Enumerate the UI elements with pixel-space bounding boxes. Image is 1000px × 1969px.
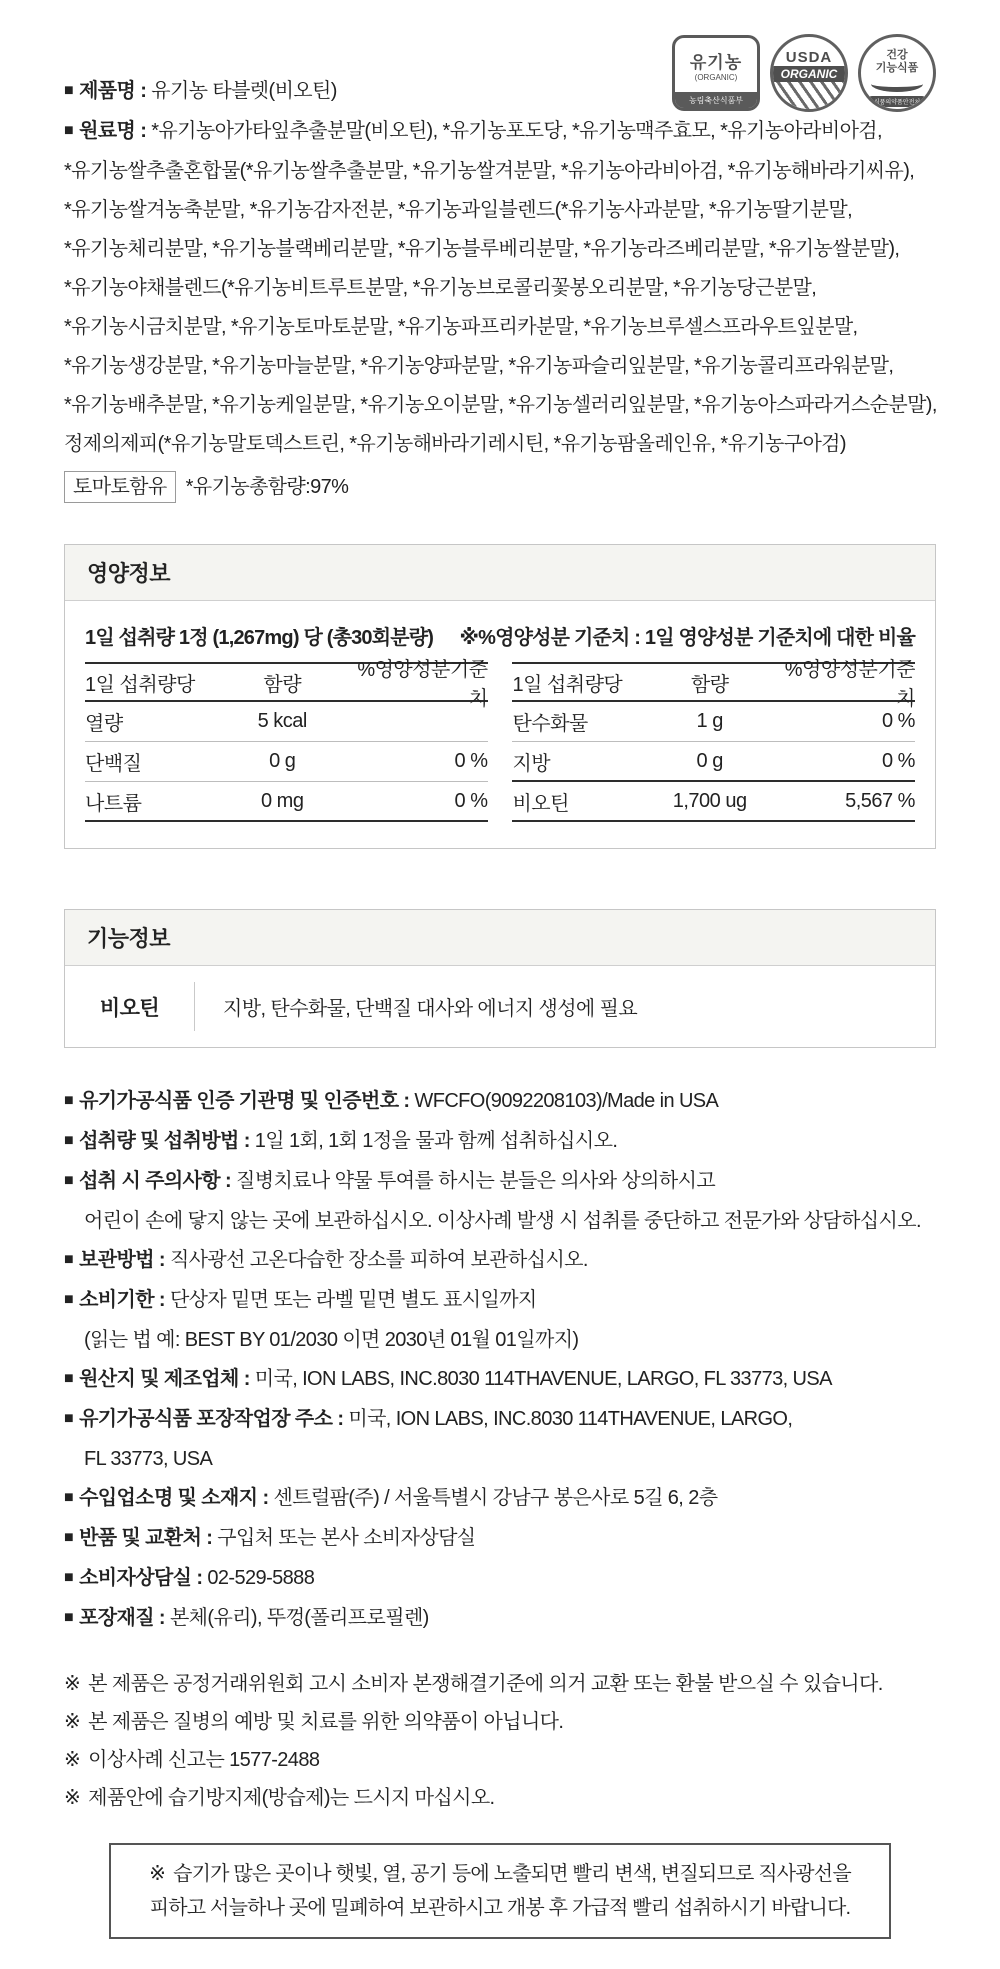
- info-item-consumer-center: [64, 1559, 936, 1599]
- info-item-precautions-continued: 어린이 손에 닿지 않는 곳에 보관하십시오. 이상사례 발생 시 섭취를 중단하고 전문가와 상담하십시오.: [84, 1210, 921, 1232]
- nutrient-percent: 0 %: [882, 749, 915, 772]
- usda-badge-band: ORGANIC: [773, 66, 845, 82]
- info-item-precautions: [64, 1162, 936, 1202]
- info-item-expiry: [64, 1281, 936, 1321]
- square-bullet-icon: ■: [64, 1092, 74, 1109]
- note-not-medicine: [64, 1703, 936, 1741]
- info-value: 02-529-5888: [207, 1567, 315, 1589]
- info-value: 구입처 또는 본사 소비자상담실: [217, 1527, 476, 1549]
- note-text: 본 제품은 질병의 예방 및 치료를 위한 의약품이 아닙니다.: [88, 1711, 564, 1733]
- info-item-packing-site: [64, 1400, 936, 1440]
- info-label: 유기가공식품 포장작업장 주소: [79, 1408, 333, 1430]
- ingredients-line: *유기농시금치분말, *유기농토마토분말, *유기농파프리카분말, *유기농브루셀스프라우트잎분말,: [64, 316, 858, 338]
- function-info-body: [65, 966, 935, 1047]
- square-bullet-icon: ■: [64, 1529, 74, 1546]
- info-value: 센트럴팜(주) / 서울특별시 강남구 봉은사로 5길 6, 2층: [273, 1487, 718, 1509]
- nutrient-name: 탄수화물: [512, 713, 588, 735]
- info-item-returns: [64, 1519, 936, 1559]
- ingredients-line: [64, 112, 936, 152]
- info-label: 포장재질: [79, 1607, 154, 1629]
- square-bullet-icon: ■: [64, 1172, 74, 1189]
- ingredients-line: *유기농쌀겨농축분말, *유기농감자전분, *유기농과일블렌드(*유기농사과분말, *유기농딸기분말,: [64, 199, 853, 221]
- label-colon: :: [191, 1567, 208, 1589]
- label-colon: :: [153, 1289, 170, 1311]
- info-item-importer: [64, 1479, 936, 1519]
- info-label: 소비자상담실: [79, 1567, 192, 1589]
- note-text: 이상사례 신고는 1577-2488: [88, 1749, 320, 1771]
- label-colon: :: [135, 120, 152, 142]
- nutrient-name: 지방: [512, 752, 551, 775]
- square-bullet-icon: ■: [64, 1410, 74, 1427]
- label-colon: :: [201, 1527, 218, 1549]
- info-value: 본체(유리), 뚜껑(폴리프로필렌): [169, 1607, 429, 1629]
- col-daily-value: %영양성분기준치: [357, 659, 488, 710]
- function-info-title: 기능정보: [65, 910, 935, 966]
- nutrition-table-left: [85, 659, 488, 822]
- ingredients-line: *유기농야채블렌드(*유기농비트루트분말, *유기농브로콜리꽃봉오리분말, *유기농당근분말,: [64, 277, 817, 299]
- ingredients-line: *유기농생강분말, *유기농마늘분말, *유기농양파분말, *유기농파슬리잎분말, *유기농콜리프라워분말,: [64, 355, 894, 377]
- ingredients-line: *유기농쌀추출혼합물(*유기농쌀추출분말, *유기농쌀겨분말, *유기농아라비아검, *유기농해바라기씨유),: [64, 160, 915, 182]
- product-info-list: [64, 1082, 936, 1639]
- organic-kr-badge-body: [675, 38, 757, 92]
- info-label: 소비기한: [79, 1289, 154, 1311]
- square-bullet-icon: ■: [64, 1489, 74, 1506]
- note-refund-policy: [64, 1665, 936, 1703]
- note-text: 본 제품은 공정거래위원회 고시 소비자 본쟁해결기준에 의거 교환 또는 환불 받으실 수 있습니다.: [88, 1673, 883, 1695]
- reference-mark-icon: ※: [64, 1749, 81, 1771]
- square-bullet-icon: ■: [64, 1291, 74, 1308]
- nutrient-percent: 0 %: [454, 750, 488, 772]
- nutrition-tables: [85, 659, 915, 822]
- nutrient-name: 열량: [85, 713, 123, 735]
- info-label: 유기가공식품 인증 기관명 및 인증번호: [79, 1090, 399, 1112]
- info-label: 원산지 및 제조업체: [79, 1368, 239, 1390]
- product-name-label: 제품명: [79, 80, 136, 102]
- info-label: 섭취량 및 섭취방법: [79, 1130, 239, 1152]
- warning-text: 습기가 많은 곳이나 햇빛, 열, 공기 등에 노출되면 빨리 변색, 변질되므로 직사광선을: [173, 1863, 851, 1885]
- info-value: 단상자 밑면 또는 라벨 밑면 별도 표시일까지: [169, 1289, 537, 1311]
- nutrition-row-biotin: [512, 782, 915, 822]
- square-bullet-icon: ■: [64, 82, 74, 99]
- nutrient-amount: 0 mg: [261, 789, 304, 812]
- nutrition-header-row: [512, 659, 915, 710]
- label-colon: :: [257, 1487, 274, 1509]
- serving-size-text: 1일 섭취량 1정 (1,267mg) 당 (총30회분량): [85, 627, 434, 649]
- col-amount: 함량: [263, 673, 302, 696]
- nutrient-percent: 0 %: [454, 789, 488, 812]
- square-bullet-icon: ■: [64, 122, 74, 139]
- nutrient-amount: 0 g: [696, 749, 723, 772]
- nutrient-amount: 1,700 ug: [672, 789, 747, 812]
- nutrition-info-body: [65, 601, 935, 848]
- storage-warning-box: [109, 1843, 891, 1939]
- label-colon: :: [238, 1368, 255, 1390]
- nutrient-name: 비오틴: [512, 792, 569, 815]
- nutrient-amount: 1 g: [696, 710, 723, 732]
- note-desiccant: [64, 1779, 936, 1817]
- usda-organic-badge-icon: [770, 34, 848, 112]
- ingredients-line: 정제의제피(*유기농말토덱스트린, *유기농해바라기레시틴, *유기농팜올레인유, *유기농구아검): [64, 433, 846, 455]
- square-bullet-icon: ■: [64, 1132, 74, 1149]
- nutrient-name: 나트륨: [85, 792, 142, 815]
- nutrition-info-box: [64, 544, 936, 849]
- nutrient-percent: 0 %: [882, 710, 915, 732]
- square-bullet-icon: ■: [64, 1609, 74, 1626]
- function-description: 지방, 탄수화물, 단백질 대사와 에너지 생성에 필요: [223, 998, 638, 1020]
- organic-kr-badge-icon: [672, 35, 760, 111]
- col-daily-value: %영양성분기준치: [784, 659, 915, 710]
- health-badge-title: [876, 37, 919, 75]
- nutrition-info-title: 영양정보: [65, 545, 935, 601]
- info-label: 반품 및 교환처: [79, 1527, 202, 1549]
- info-value: 1일 1회, 1회 1정을 물과 함께 섭취하십시오.: [254, 1130, 618, 1152]
- square-bullet-icon: ■: [64, 1370, 74, 1387]
- notes-list: [64, 1665, 936, 1817]
- tomato-contains-badge: 토마토함유: [64, 471, 176, 503]
- reference-mark-icon: ※: [64, 1787, 81, 1809]
- warning-line-2: 피하고 서늘하나 곳에 밀폐하여 보관하시고 개봉 후 가급적 빨리 섭취하시기 바랍니다.: [149, 1897, 851, 1919]
- daily-value-note: ※%영양성분 기준치 : 1일 영양성분 기준치에 대한 비율: [459, 627, 915, 649]
- health-functional-food-badge-icon: [858, 34, 936, 112]
- reference-mark-icon: ※: [149, 1863, 166, 1885]
- health-badge-swoosh: [871, 76, 923, 92]
- nutrient-name: 단백질: [85, 753, 142, 775]
- health-badge-footer: 식품의약품안전처: [868, 96, 926, 107]
- info-item-certification: [64, 1082, 936, 1122]
- nutrition-row-sodium: [85, 782, 488, 822]
- info-value: 직사광선 고온다습한 장소를 피하여 보관하십시오.: [169, 1249, 588, 1271]
- label-colon: :: [398, 1090, 415, 1112]
- note-text: 제품안에 습기방지제(방습제)는 드시지 마십시오.: [88, 1787, 495, 1809]
- product-name-value: 유기농 타블렛(비오틴): [151, 80, 337, 102]
- nutrient-percent: 5,567 %: [845, 789, 915, 812]
- organic-total-content: *유기농총함량:97%: [185, 476, 349, 498]
- ingredients-label: 원료명: [79, 120, 136, 142]
- certification-badges: [672, 34, 936, 112]
- function-info-box: [64, 909, 936, 1048]
- info-item-storage: [64, 1241, 936, 1281]
- info-label: 수입업소명 및 소재지: [79, 1487, 258, 1509]
- usda-badge-field-stripes: [773, 82, 845, 109]
- nutrition-table-right: [512, 659, 915, 822]
- health-badge-title-line1: 건강: [886, 49, 908, 61]
- tomato-content-line: [64, 468, 936, 506]
- info-item-packing-site-continued: FL 33773, USA: [84, 1448, 213, 1470]
- function-nutrient-name: 비오틴: [65, 982, 195, 1031]
- health-badge-title-line2: 기능식품: [875, 62, 919, 74]
- organic-kr-badge-footer: 농림축산식품부: [675, 92, 757, 108]
- nutrition-row-fat: [512, 742, 915, 782]
- ingredients-line: *유기농배추분말, *유기농케일분말, *유기농오이분말, *유기농셀러리잎분말, *유기농아스파라거스순분말),: [64, 394, 937, 416]
- info-value: 질병치료나 약물 투여를 하시는 분들은 의사와 상의하시고: [236, 1170, 716, 1192]
- nutrient-amount: 5 kcal: [257, 710, 307, 732]
- col-per-serving: 1일 섭취량당: [85, 673, 195, 696]
- label-colon: :: [332, 1408, 349, 1430]
- reference-mark-icon: ※: [64, 1673, 81, 1695]
- ingredients-intro: *유기농아가타잎추출분말(비오틴), *유기농포도당, *유기농맥주효모, *유기농아라비아검,: [151, 120, 882, 142]
- info-item-origin-manufacturer: [64, 1360, 936, 1400]
- ingredients-line: *유기농체리분말, *유기농블랙베리분말, *유기농블루베리분말, *유기농라즈베리분말, *유기농쌀분말),: [64, 238, 900, 260]
- info-value: 미국, ION LABS, INC.8030 114THAVENUE, LARGO,: [348, 1408, 793, 1430]
- col-amount: 함량: [690, 673, 729, 696]
- nutrition-header-row: [85, 659, 488, 710]
- usda-badge-title: USDA: [785, 49, 833, 66]
- warning-line-1: [129, 1857, 871, 1891]
- label-colon: :: [153, 1249, 170, 1271]
- label-colon: :: [220, 1170, 237, 1192]
- organic-kr-badge-subtitle: (ORGANIC): [694, 73, 738, 82]
- info-item-intake-method: [64, 1122, 936, 1162]
- organic-kr-badge-title: 유기농: [689, 53, 743, 72]
- info-label: 섭취 시 주의사항: [79, 1170, 221, 1192]
- info-value: WFCFO(9092208103)/Made in USA: [414, 1090, 719, 1112]
- info-value: 미국, ION LABS, INC.8030 114THAVENUE, LARGO, FL 33773, USA: [254, 1368, 832, 1390]
- square-bullet-icon: ■: [64, 1251, 74, 1268]
- info-item-packaging-material: [64, 1599, 936, 1639]
- square-bullet-icon: ■: [64, 1569, 74, 1586]
- reference-mark-icon: ※: [64, 1711, 81, 1733]
- label-colon: :: [153, 1607, 170, 1629]
- info-label: 보관방법: [79, 1249, 154, 1271]
- nutrition-row-protein: [85, 742, 488, 782]
- col-per-serving: 1일 섭취량당: [512, 673, 623, 696]
- label-colon: :: [135, 80, 152, 102]
- nutrient-amount: 0 g: [269, 750, 296, 772]
- info-item-expiry-continued: (읽는 법 예: BEST BY 01/2030 이면 2030년 01월 01일까지): [84, 1329, 579, 1351]
- label-colon: :: [238, 1130, 255, 1152]
